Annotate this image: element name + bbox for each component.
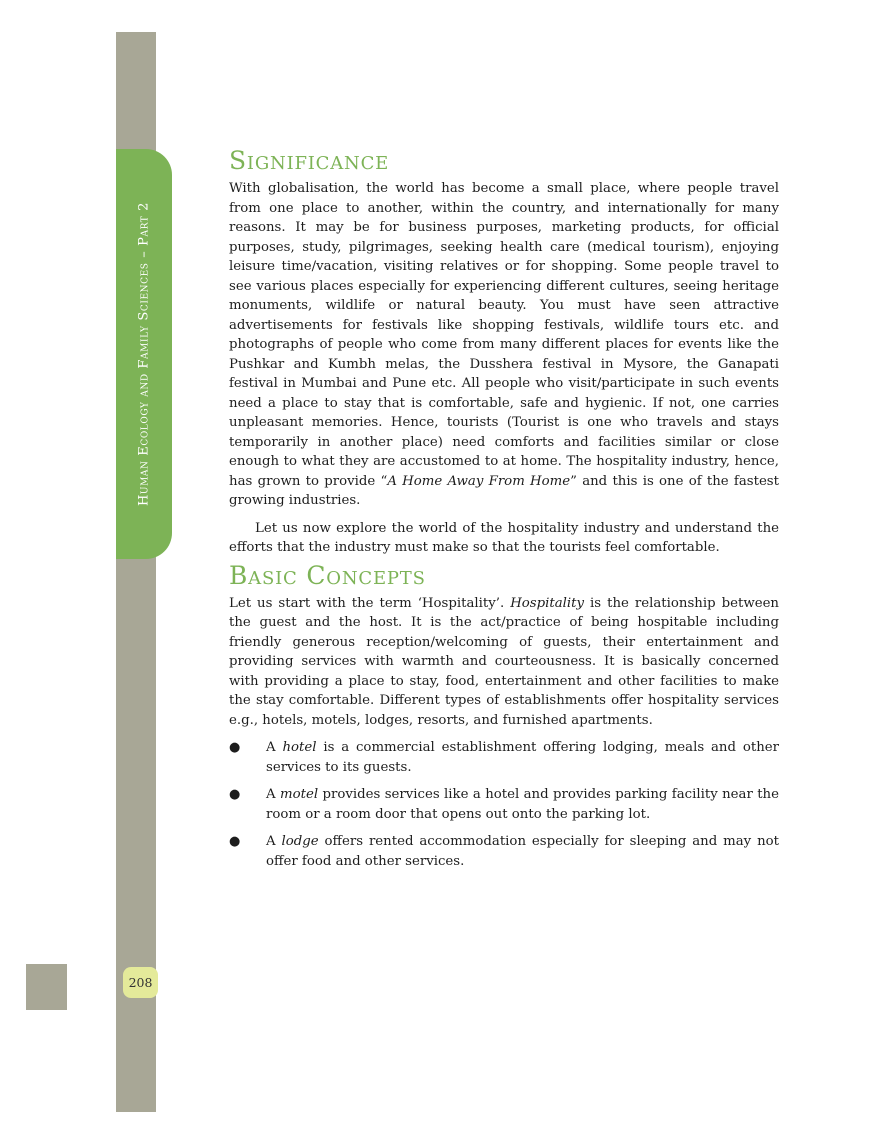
section-title-basic-concepts: Basic Concepts: [229, 560, 426, 590]
text-run: With globalisation, the world has become a small place, where people travel from one place to another, within the country, and internationally for many reasons. It may be for business purposes, marketing products, for official purposes, study, pilgrimages, seeking health care (medical tourism), enjoying leisure time/vacation, visiting relatives or for shopping. Some people travel to see various places especially for experiencing different cultures, seeing heritage monuments, wildlife or natural beauty. You must have seen attractive advertisements for festivals like shopping festivals, wildlife tours etc. and photographs of people who come from many different places for events like the Pushkar and Kumbh melas, the Dusshera festival in Mysore, the Ganapati festival in Mumbai and Pune etc. All people who visit/participate in such events need a place to stay that is comfortable, safe and hygienic. If not, one carries unpleasant memories. Hence, tourists (Tourist is one who travels and stays temporarily in another place) need comforts and facilities similar or close enough to what they are accustomed to at home. The hospitality industry, hence, has grown to provide “: [229, 181, 779, 489]
corner-marker: [26, 964, 67, 1010]
section-title-significance: Significance: [229, 146, 390, 175]
establishment-list: [229, 738, 779, 871]
bullet-icon: ●: [229, 787, 241, 802]
page-content: [229, 143, 779, 879]
list-item: [229, 738, 779, 777]
running-title: Human Ecology and Family Sciences – Part 2: [136, 202, 152, 506]
text-run: ” and this is one of the fastest growing industries.: [229, 473, 779, 508]
italic-term: lodge: [281, 834, 319, 849]
text-run: is a commercial establishment offering lodging, meals and other services to its guests.: [266, 740, 779, 775]
italic-term: hotel: [282, 740, 317, 755]
text-run: A: [266, 787, 280, 802]
text-run: is the relationship between the guest and the host. It is the act/practice of being hospitable including friendly generous reception/welcoming of guests, their entertainment and providing services with warmth and courteousness. It is basically concerned with providing a place to stay, food, entertainment and other facilities to make the stay comfortable. Different types of establishments offer hospitality services e.g., hotels, motels, lodges, resorts, and furnished apartments.: [229, 595, 780, 728]
bullet-icon: ●: [229, 740, 241, 755]
text-run: A: [266, 834, 282, 849]
italic-term: Hospitality: [510, 595, 585, 611]
text-run: offers rented accommodation especially for sleeping and may not offer food and other services.: [266, 834, 779, 869]
italic-term: motel: [280, 787, 319, 802]
text-run: provides services like a hotel and provides parking facility near the room or a room door that opens out onto the parking lot.: [266, 787, 779, 822]
text-run: Let us start with the term ‘Hospitality’.: [229, 595, 511, 611]
bullet-icon: ●: [229, 834, 241, 849]
paragraph-basic-concepts-1: [229, 594, 779, 731]
paragraph-significance-2: Let us now explore the world of the hospitality industry and understand the efforts that the industry must make so that the tourists feel comfortable.: [229, 520, 779, 555]
list-item: [229, 832, 779, 871]
page-number: 208: [123, 967, 158, 998]
text-run: A: [266, 740, 283, 755]
paragraph-significance-1: [229, 179, 779, 511]
italic-phrase: A Home Away From Home: [387, 473, 571, 489]
list-item: [229, 785, 779, 824]
